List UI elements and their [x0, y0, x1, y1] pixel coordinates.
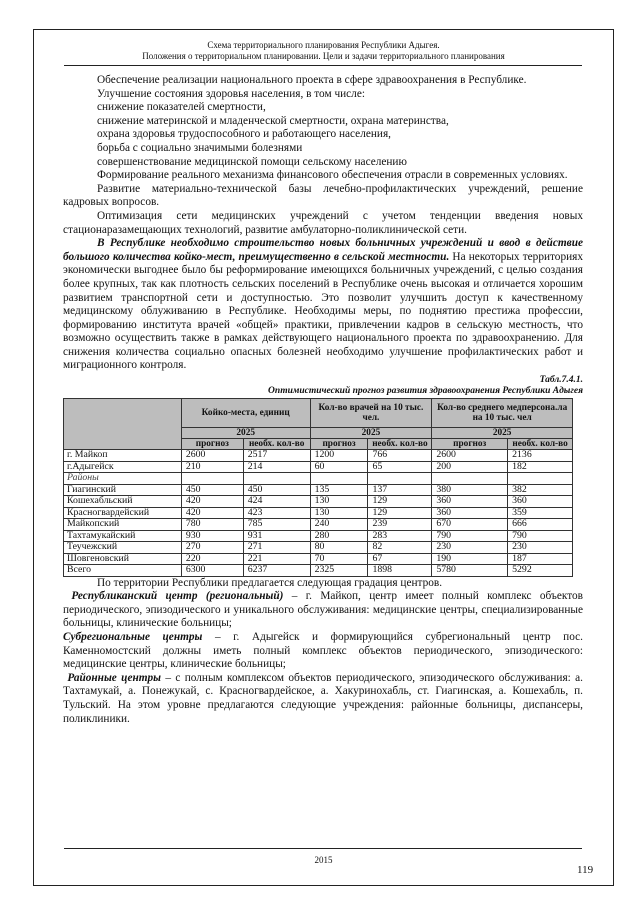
table-row	[64, 542, 573, 554]
table-cell: 6300	[181, 565, 243, 577]
row-label: Всего	[64, 565, 182, 577]
table-cell: 137	[368, 484, 432, 496]
table-cell: 450	[181, 484, 243, 496]
table-cell: 5780	[432, 565, 508, 577]
table-row	[64, 450, 573, 462]
table-cell: 450	[243, 484, 310, 496]
table-cell: 423	[243, 507, 310, 519]
table-cell: 230	[432, 542, 508, 554]
row-label: г. Майкоп	[64, 450, 182, 462]
table-cell: 382	[508, 484, 573, 496]
table-cell: 60	[310, 461, 368, 473]
table-cell: 65	[368, 461, 432, 473]
header-empty-cell	[64, 399, 182, 450]
after-paragraph-3	[63, 631, 583, 672]
table-cell: 200	[432, 461, 508, 473]
list-item: охрана здоровья трудоспособного и работающего населения,	[97, 128, 391, 141]
table-cell: 129	[368, 496, 432, 508]
center-type-regional: Республиканский центр (региональный)	[71, 590, 284, 603]
sub-header-needed: необх. кол-во	[243, 439, 310, 450]
table-cell: 135	[310, 484, 368, 496]
group-header-nurses: Кол-во среднего медперсона.ла на 10 тыс. чел	[432, 399, 573, 428]
table-cell: 129	[368, 507, 432, 519]
year-header: 2025	[181, 428, 310, 439]
table-row	[64, 461, 573, 473]
after-paragraph-1: По территории Республики предлагается следующая градация центров.	[97, 576, 443, 589]
row-label: Шовгеновский	[64, 553, 182, 565]
table-cell: 1898	[368, 565, 432, 577]
table-cell: 239	[368, 519, 432, 531]
page-number: 119	[577, 864, 594, 876]
center-regional-text: – г. Майкоп, центр имеет полный комплекс объектов периодического, эпизодического и уникального обслуживания: медицинские центры, специализированные больницы, клинические больницы;	[63, 590, 583, 630]
table-cell: 280	[310, 530, 368, 542]
group-header-beds: Койко-места, единиц	[181, 399, 310, 428]
table-cell: 360	[432, 507, 508, 519]
table-body-districts	[64, 484, 573, 576]
table-cell: 80	[310, 542, 368, 554]
center-district-text: – с полным комплексом объектов периодического, эпизодического обслуживания: а. Тахтамукай, а. Понежукай, с. Красногвардейское, а. Хакуринохабль, ст. Гиагинская, а. Кошехабль, п. Тульский. На этом уровне предлагаются следующие учреждения: районные больницы, диспансеры, поликлиники.	[63, 671, 583, 725]
table-row	[64, 530, 573, 542]
list-item: борьба с социально значимыми болезнями	[97, 141, 303, 154]
page-content	[63, 74, 583, 726]
row-label: Гиагинский	[64, 484, 182, 496]
sub-header-needed: необх. кол-во	[508, 439, 573, 450]
table-cell: 2517	[243, 450, 310, 462]
table-cell: 380	[432, 484, 508, 496]
table-cell: 2325	[310, 565, 368, 577]
list-item: совершенствование медицинской помощи сельскому населению	[97, 155, 407, 168]
sub-header-needed: необх. кол-во	[368, 439, 432, 450]
table-cell: 790	[432, 530, 508, 542]
after-paragraph-2	[63, 590, 583, 631]
table-cell: 670	[432, 519, 508, 531]
table-row	[64, 553, 573, 565]
row-label: Теучежский	[64, 542, 182, 554]
row-label: г.Адыгейск	[64, 461, 182, 473]
table-cell: 130	[310, 507, 368, 519]
table-cell: 270	[181, 542, 243, 554]
table-cell: 790	[508, 530, 573, 542]
footer-divider	[64, 848, 582, 849]
health-goals-list	[63, 101, 583, 169]
table-cell: 766	[368, 450, 432, 462]
table-cell: 182	[508, 461, 573, 473]
sub-header-forecast: прогноз	[310, 439, 368, 450]
table-cell: 82	[368, 542, 432, 554]
footer-year: 2015	[314, 855, 333, 865]
table-header-row	[64, 399, 573, 428]
header-divider	[64, 65, 582, 66]
center-type-subregional: Субрегиональные центры	[63, 630, 203, 643]
paragraph-6	[63, 237, 583, 373]
table-cell: 70	[310, 553, 368, 565]
table-cell: 1200	[310, 450, 368, 462]
paragraph-5: Оптимизация сети медицинских учреждений с учетом тенденции введения новых стационаразамещающих технологий, развитие амбулаторно-поликлинической сети.	[63, 209, 583, 236]
page-header	[33, 40, 614, 62]
table-row	[64, 484, 573, 496]
table-cell: 785	[243, 519, 310, 531]
table-cell: 2600	[181, 450, 243, 462]
table-cell: 5292	[508, 565, 573, 577]
paragraph-3: Формирование реального механизма финансового обеспечения отрасли в современных условиях.	[97, 169, 568, 182]
table-cell: 931	[243, 530, 310, 542]
table-cell: 214	[243, 461, 310, 473]
forecast-table	[63, 398, 573, 577]
table-cell: 187	[508, 553, 573, 565]
table-cell: 360	[508, 496, 573, 508]
table-cell: 130	[310, 496, 368, 508]
table-row	[64, 519, 573, 531]
table-cell: 271	[243, 542, 310, 554]
sub-header-forecast: прогноз	[432, 439, 508, 450]
table-row	[64, 565, 573, 577]
section-row	[64, 473, 573, 485]
sub-header-forecast: прогноз	[181, 439, 243, 450]
table-row	[64, 496, 573, 508]
paragraph-4: Развитие материально-технической базы лечебно-профилактических учреждений, решение кадровых вопросов.	[63, 182, 583, 209]
table-row	[64, 507, 573, 519]
table-cell: 420	[181, 496, 243, 508]
table-cell: 666	[508, 519, 573, 531]
section-label-districts: Районы	[64, 473, 182, 485]
table-cell: 210	[181, 461, 243, 473]
table-cell: 240	[310, 519, 368, 531]
table-cell: 190	[432, 553, 508, 565]
table-cell: 6237	[243, 565, 310, 577]
table-cell: 230	[508, 542, 573, 554]
table-body-cities	[64, 450, 573, 473]
table-cell: 424	[243, 496, 310, 508]
table-cell: 67	[368, 553, 432, 565]
list-item: снижение показателей смертности,	[97, 101, 266, 114]
paragraph-1: Обеспечение реализации национального проекта в сфере здравоохранения в Республике.	[97, 74, 527, 86]
table-cell: 360	[432, 496, 508, 508]
row-label: Тахтамукайский	[64, 530, 182, 542]
group-header-doctors: Кол-во врачей на 10 тыс. чел.	[310, 399, 432, 428]
table-cell: 2136	[508, 450, 573, 462]
table-cell: 930	[181, 530, 243, 542]
year-header: 2025	[432, 428, 573, 439]
table-cell: 220	[181, 553, 243, 565]
table-cell: 359	[508, 507, 573, 519]
table-cell: 2600	[432, 450, 508, 462]
table-cell: 283	[368, 530, 432, 542]
header-line-2: Положения о территориальном планировании. Цели и задачи территориального планирования	[142, 51, 505, 61]
paragraph-6-text: На некоторых территориях экономически выгоднее было бы реформирование имеющихся больничных учреждений, с целью создания более крупных, так как плотность сельских поселений в Республике очень высокая и отличается хорошим развитием транспортной сети и доступностью. Это позволит улучшить доступ к качественному медицинскому облуживанию в Республике. Необходимы меры, по поднятию престижа профессии, формированию института врачей «общей» практики, привлечении кадров в сельскую местность, что возможно осуществить также в рамках действующего национального проекта по здравоохранению. Для снижения количества социально опасных болезней необходимо улучшение профилактических работ и миграционного контроля.	[63, 250, 583, 372]
list-item: снижение материнской и младенческой смертности, охрана материнства,	[97, 114, 449, 127]
table-cell: 780	[181, 519, 243, 531]
center-type-district: Районные центры	[67, 671, 161, 684]
paragraph-6-emphasis: В Республике необходимо строительство новых больничных учреждений и ввод в действие большого количества койко-мест, преимущественно в сельской местности.	[63, 237, 583, 263]
row-label: Майкопский	[64, 519, 182, 531]
row-label: Красногвардейский	[64, 507, 182, 519]
table-cell: 221	[243, 553, 310, 565]
center-subregional-text: – г. Адыгейск и формирующийся субрегиональный центр пос. Каменномостский должны иметь полный комплекс объектов периодического, эпизодического: медицинские центры, клинические больницы;	[63, 630, 583, 671]
row-label: Кошехабльский	[64, 496, 182, 508]
table-number: Табл.7.4.1.	[539, 375, 583, 386]
paragraph-2: Улучшение состояния здоровья населения, в том числе:	[97, 87, 365, 100]
table-title: Оптимистический прогноз развития здравоохранения Республики Адыгея	[268, 386, 583, 397]
table-cell: 420	[181, 507, 243, 519]
header-line-1: Схема территориального планирования Республики Адыгея.	[207, 40, 440, 50]
year-header: 2025	[310, 428, 432, 439]
after-paragraph-4	[63, 672, 583, 726]
